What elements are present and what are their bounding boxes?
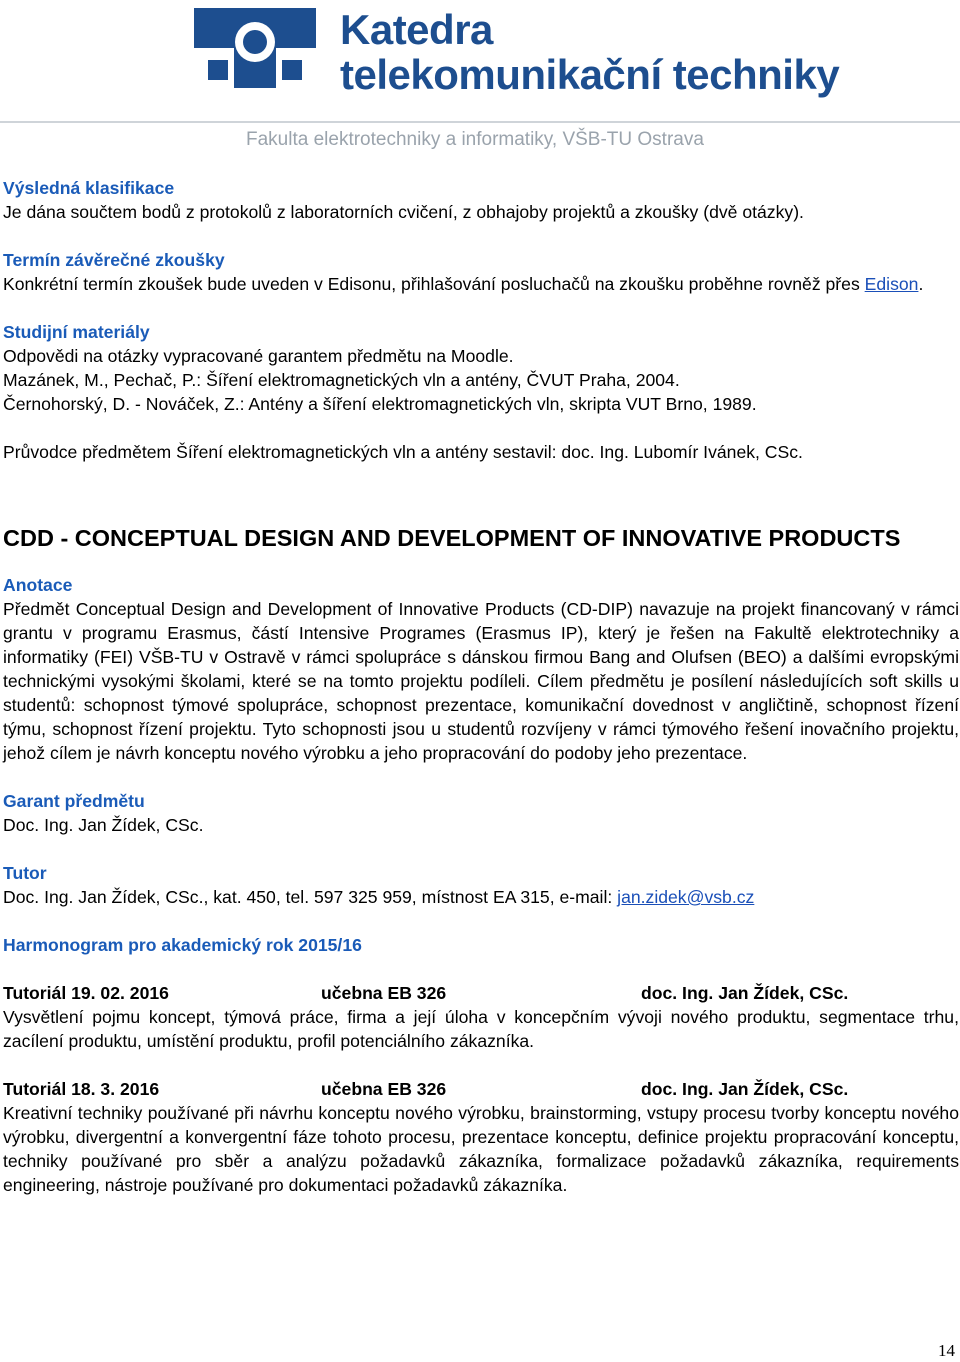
section-heading-termin: Termín závěrečné zkoušky	[3, 250, 225, 270]
tutorial-1-date: Tutoriál 19. 02. 2016	[3, 983, 169, 1003]
garant-text: Doc. Ing. Jan Žídek, CSc.	[3, 815, 204, 835]
tutorial-1-room: učebna EB 326	[321, 983, 447, 1003]
page-number: 14	[938, 1341, 955, 1360]
katedra-logo-icon	[188, 2, 322, 94]
course-title: CDD - CONCEPTUAL DESIGN AND DEVELOPMENT OF INNOVATIVE PRODUCTS	[3, 525, 901, 551]
termin-text-after: .	[918, 274, 924, 294]
tutorial-1-text: Vysvětlení pojmu koncept, týmová práce, firma a její úloha v koncepčním vývoji nového produktu, segmentace trhu, zacílení produktu, umístění produktu, profil potenciálního zákazníka.	[3, 1007, 959, 1051]
section-heading-materialy: Studijní materiály	[3, 322, 150, 342]
guide-author: Průvodce předmětem Šíření elektromagnetických vln a antény sestavil: doc. Ing. Lubomír Ivánek, CSc.	[3, 442, 803, 462]
materialy-line1: Odpovědi na otázky vypracované garantem předmětu na Moodle.	[3, 346, 514, 366]
anotace-text: Předmět Conceptual Design and Development of Innovative Products (CD-DIP) navazuje na projekt financovaný v rámci grantu v programu Erasmus, částí Intensive Programes (Erasmus IP), který je řešen na Fakultě elektrotechniky a informatiky (FEI) VŠB-TU v Ostravě v rámci spolupráce s dánskou firmou Bang and Olufsen (BEO) a dalšími evropskými technickými vysokými školami, které se na tomto projektu podíleli. Cílem předmětu je posílení následujících soft skills u studentů: schopnost týmové spolupráce, schopnost prezentace, komunikační dovednost v angličtině, schopnost řízení týmu, schopnost řízení projektu. Tyto schopnosti jsou u studentů rozvíjeny v rámci týmového řešení inovačního projektu, jehož cílem je návrh konceptu nového výrobku a jeho propracování do podoby jeho prezentace.	[3, 599, 959, 763]
materialy-line2: Mazánek, M., Pechač, P.: Šíření elektromagnetických vln a antény, ČVUT Praha, 2004.	[3, 370, 680, 390]
tutorial-2-room: učebna EB 326	[321, 1079, 447, 1099]
section-heading-garant: Garant předmětu	[3, 791, 145, 811]
section-heading-klasifikace: Výsledná klasifikace	[3, 178, 175, 198]
tutor-text-before: Doc. Ing. Jan Žídek, CSc., kat. 450, tel. 597 325 959, místnost EA 315, e-mail:	[3, 887, 618, 907]
tutorial-2-text: Kreativní techniky používané při návrhu konceptu nového výrobku, brainstorming, vstupy procesu tvorby konceptu nového výrobku, divergentní a konvergentní fáze tohoto procesu, prezentace konceptu, definice projektu propracování konceptu, techniky používané pro sběr a analýzu požadavků zákazníka, formalizace požadavků zákazníka, requirements engineering, nástroje používané pro dokumentaci požadavků zákazníka.	[3, 1103, 959, 1195]
document-body	[3, 176, 959, 1197]
header-divider	[0, 121, 960, 123]
tutor-email-link[interactable]: jan.zidek@vsb.cz	[617, 887, 755, 907]
tutorial-2-date: Tutoriál 18. 3. 2016	[3, 1079, 160, 1099]
termin-text-before: Konkrétní termín zkoušek bude uveden v Edisonu, přihlašování posluchačů na zkoušku proběhne rovněž přes	[3, 274, 865, 294]
klasifikace-text: Je dána součtem bodů z protokolů z laboratorních cvičení, z obhajoby projektů a zkoušky (dvě otázky).	[3, 202, 804, 222]
tutorial-1-header	[3, 981, 959, 1005]
section-heading-harmonogram: Harmonogram pro akademický rok 2015/16	[3, 935, 362, 955]
edison-link[interactable]: Edison	[864, 274, 919, 294]
materialy-line3: Černohorský, D. - Nováček, Z.: Antény a šíření elektromagnetických vln, skripta VUT Brno, 1989.	[3, 394, 757, 414]
section-heading-tutor: Tutor	[3, 863, 47, 883]
tutorial-2-header	[3, 1077, 959, 1101]
tutorial-2-teacher: doc. Ing. Jan Žídek, CSc.	[641, 1079, 849, 1099]
page-header	[0, 0, 960, 160]
tutorial-1-teacher: doc. Ing. Jan Žídek, CSc.	[641, 983, 849, 1003]
department-title-line2: telekomunikační techniky	[340, 51, 840, 98]
faculty-name: Fakulta elektrotechniky a informatiky, VŠB-TU Ostrava	[246, 129, 704, 150]
termin-text	[3, 272, 959, 296]
department-title-line1: Katedra	[340, 6, 493, 53]
tutor-text	[3, 885, 959, 909]
section-heading-anotace: Anotace	[3, 575, 73, 595]
